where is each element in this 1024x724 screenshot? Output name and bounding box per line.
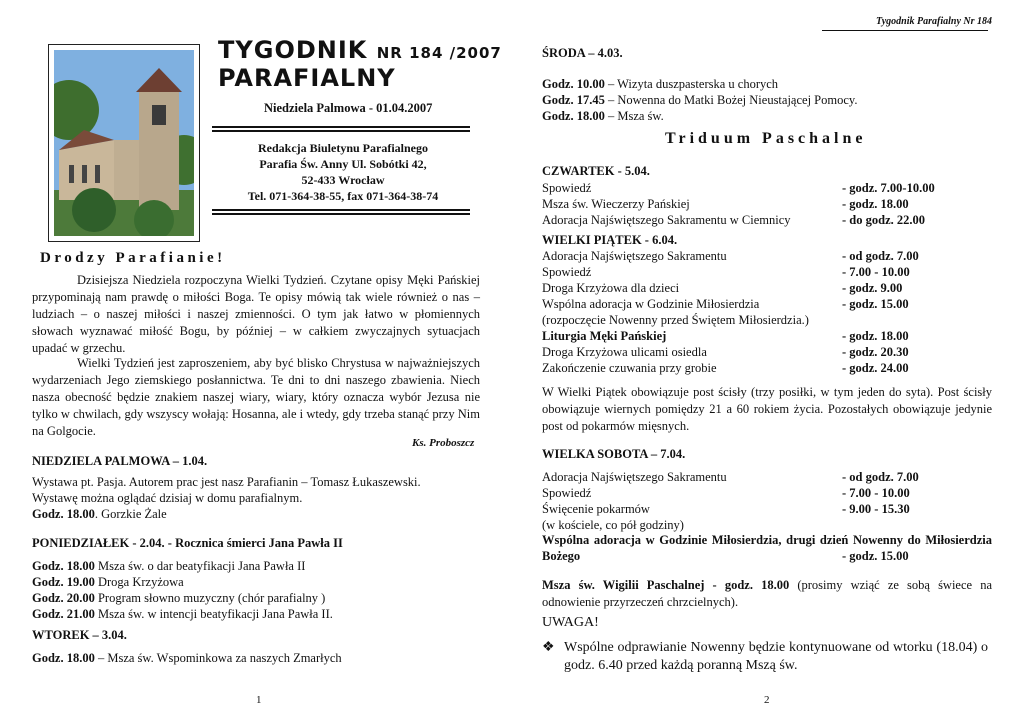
masthead-rule-bottom-1: [212, 209, 470, 211]
schedule-line: Godz. 17.45 – Nowenna do Matki Bożej Nieustającej Pomocy.: [542, 93, 858, 107]
friday-heading: WIELKI PIĄTEK - 6.04.: [542, 233, 678, 247]
schedule-row: Liturgia Męki Pańskiej - godz. 18.00: [542, 329, 909, 343]
letter-paragraph-1: Dzisiejsza Niedziela rozpoczyna Wielki Tydzień. Czytane opisy Męki Pańskiej przypominają nam prawdę o miłości Boga. Te opisy mówią tak wiele również o nas – ludziach – o naszej miłości i naszej zmienności. O tym jak łatwo w płomiennych słowach wyznawać miłość Bogu, by później – w całkiem zwyczajnych sytuacjach upadać w grzechu.: [32, 273, 480, 355]
masthead-rule-top-2: [212, 130, 470, 132]
friday-schedule: [542, 248, 992, 376]
schedule-line: Godz. 10.00 – Wizyta duszpasterska u chorych: [542, 77, 779, 91]
editorial-line: Parafia Św. Anny Ul. Sobótki 42,: [259, 157, 427, 171]
schedule-row: Adoracja Najświętszego Sakramentu - od godz. 7.00: [542, 470, 919, 484]
church-photo: [48, 44, 200, 242]
schedule-row: Spowiedź - 7.00 - 10.00: [542, 486, 910, 500]
monday-schedule: [32, 558, 482, 622]
schedule-row: Zakończenie czuwania przy grobie - godz. 24.00: [542, 361, 909, 375]
monday-heading: PONIEDZIAŁEK - 2.04. - Rocznica śmierci Jana Pawła II: [32, 536, 343, 550]
schedule-row: Wspólna adoracja w Godzinie Miłosierdzia - godz. 15.00: [542, 297, 909, 311]
schedule-row: Droga Krzyżowa ulicami osiedla - godz. 20.30: [542, 345, 909, 359]
letter-paragraph-2: Wielki Tydzień jest zaproszeniem, aby być blisko Chrystusa w najważniejszych wydarzeniach Jego ziemskiego posłannictwa. Te dni to dni naszego zbawienia. Niech nasza obecność będzie znakiem naszej wiary, wiary, który oznacza wybór Jezusa nie tylko w chwilach, gdy wszyscy wołają: Hosanna, ale i wtedy, gdy trzeba stanąć przy Nim na Golgocie.: [32, 356, 480, 438]
page-number-right: 2: [764, 694, 770, 706]
wednesday-heading: ŚRODA – 4.03.: [542, 46, 623, 60]
saturday-heading: WIELKA SOBOTA – 7.04.: [542, 447, 686, 461]
masthead-title-line2: PARAFIALNY: [218, 64, 396, 92]
masthead-title-line1: TYGODNIK NR 184 /2007: [218, 36, 502, 64]
issue-date: Niedziela Palmowa - 01.04.2007: [264, 101, 433, 115]
schedule-row: Droga Krzyżowa dla dzieci - godz. 9.00: [542, 281, 903, 295]
palm-line: Wystawę można oglądać dzisiaj w domu parafialnym.: [32, 491, 303, 505]
notice-heading: UWAGA!: [542, 615, 599, 630]
palm-sunday-heading: NIEDZIELA PALMOWA – 1.04.: [32, 454, 208, 468]
issue-number: NR 184 /2007: [376, 44, 502, 62]
tuesday-heading: WTOREK – 3.04.: [32, 628, 127, 642]
palm-sunday-info: [32, 474, 482, 522]
running-header: Tygodnik Parafialny Nr 184: [875, 16, 992, 27]
masthead-rule-bottom-2: [212, 213, 470, 215]
editorial-line: Redakcja Biuletynu Parafialnego: [258, 141, 428, 155]
diamond-bullet-icon: ❖: [542, 640, 555, 655]
schedule-line: Godz. 19.00 Droga Krzyżowa: [32, 575, 184, 589]
notice-text: Wspólne odprawianie Nowenny będzie kontynuowane od wtorku (18.04) o godz. 6.40 przed każdą poranną Mszą św.: [564, 640, 988, 673]
schedule-line: Godz. 18.00 Msza św. o dar beatyfikacji Jana Pawła II: [32, 559, 306, 573]
fasting-note: W Wielki Piątek obowiązuje post ścisły (trzy posiłki, w tym jeden do syta). Post ścisły obowiązuje wiernych pomiędzy 21 a 60 rokiem życia. Pozostałych obowiązuje jedynie post od pokarmów mięsnych.: [542, 385, 992, 433]
schedule-row: Adoracja Najświętszego Sakramentu w Ciemnicy - do godz. 22.00: [542, 213, 925, 227]
page-number-left: 1: [256, 694, 262, 706]
editorial-line: 52-433 Wrocław: [301, 173, 385, 187]
schedule-row: Spowiedź - 7.00 - 10.00: [542, 265, 910, 279]
schedule-line: Godz. 20.00 Program słowno muzyczny (chór parafialny ): [32, 591, 326, 605]
vigil-mass: Msza św. Wigilii Paschalnej - godz. 18.00 (prosimy wziąć ze sobą świece na odnowienie przyrzeczeń chrzcielnych).: [542, 578, 992, 609]
schedule-row: Adoracja Najświętszego Sakramentu - od godz. 7.00: [542, 249, 919, 263]
wednesday-schedule: [542, 76, 857, 124]
schedule-row: Spowiedź - godz. 7.00-10.00: [542, 181, 935, 195]
schedule-line: Godz. 18.00 – Msza św.: [542, 109, 664, 123]
notice-bullet: [542, 639, 988, 675]
triduum-heading: Triduum Paschalne: [665, 130, 867, 147]
schedule-row: Msza św. Wieczerzy Pańskiej - godz. 18.00: [542, 197, 909, 211]
schedule-row: (w kościele, co pół godziny): [542, 518, 684, 532]
thursday-heading: CZWARTEK - 5.04.: [542, 164, 650, 178]
schedule-row: Święcenie pokarmów - 9.00 - 15.30: [542, 502, 910, 516]
masthead-rule-top-1: [212, 126, 470, 128]
schedule-row: (rozpoczęcie Nowenny przed Świętem Miłosierdzia.): [542, 313, 809, 327]
schedule-line: Godz. 21.00 Msza św. w intencji beatyfikacji Jana Pawła II.: [32, 607, 333, 621]
editorial-line: Tel. 071-364-38-55, fax 071-364-38-74: [247, 189, 439, 203]
editorial-info: [218, 140, 468, 204]
saturday-schedule: [542, 469, 992, 533]
palm-line: Wystawa pt. Pasja. Autorem prac jest nasz Parafianin – Tomasz Łukaszewski.: [32, 475, 421, 489]
palm-event: Godz. 18.00. Gorzkie Żale: [32, 507, 167, 521]
saturday-adoration: Wspólna adoracja w Godzinie Miłosierdzia, drugi dzień Nowenny do Miłosierdzia Bożego: [542, 533, 992, 563]
tuesday-schedule: Godz. 18.00 – Msza św. Wspominkowa za naszych Zmarłych: [32, 651, 342, 665]
thursday-schedule: [542, 180, 992, 228]
greeting-heading: Drodzy Parafianie!: [40, 250, 226, 266]
saturday-adoration-time: - godz. 15.00: [842, 549, 909, 563]
header-rule: [822, 30, 988, 31]
signature: Ks. Proboszcz: [412, 437, 475, 449]
